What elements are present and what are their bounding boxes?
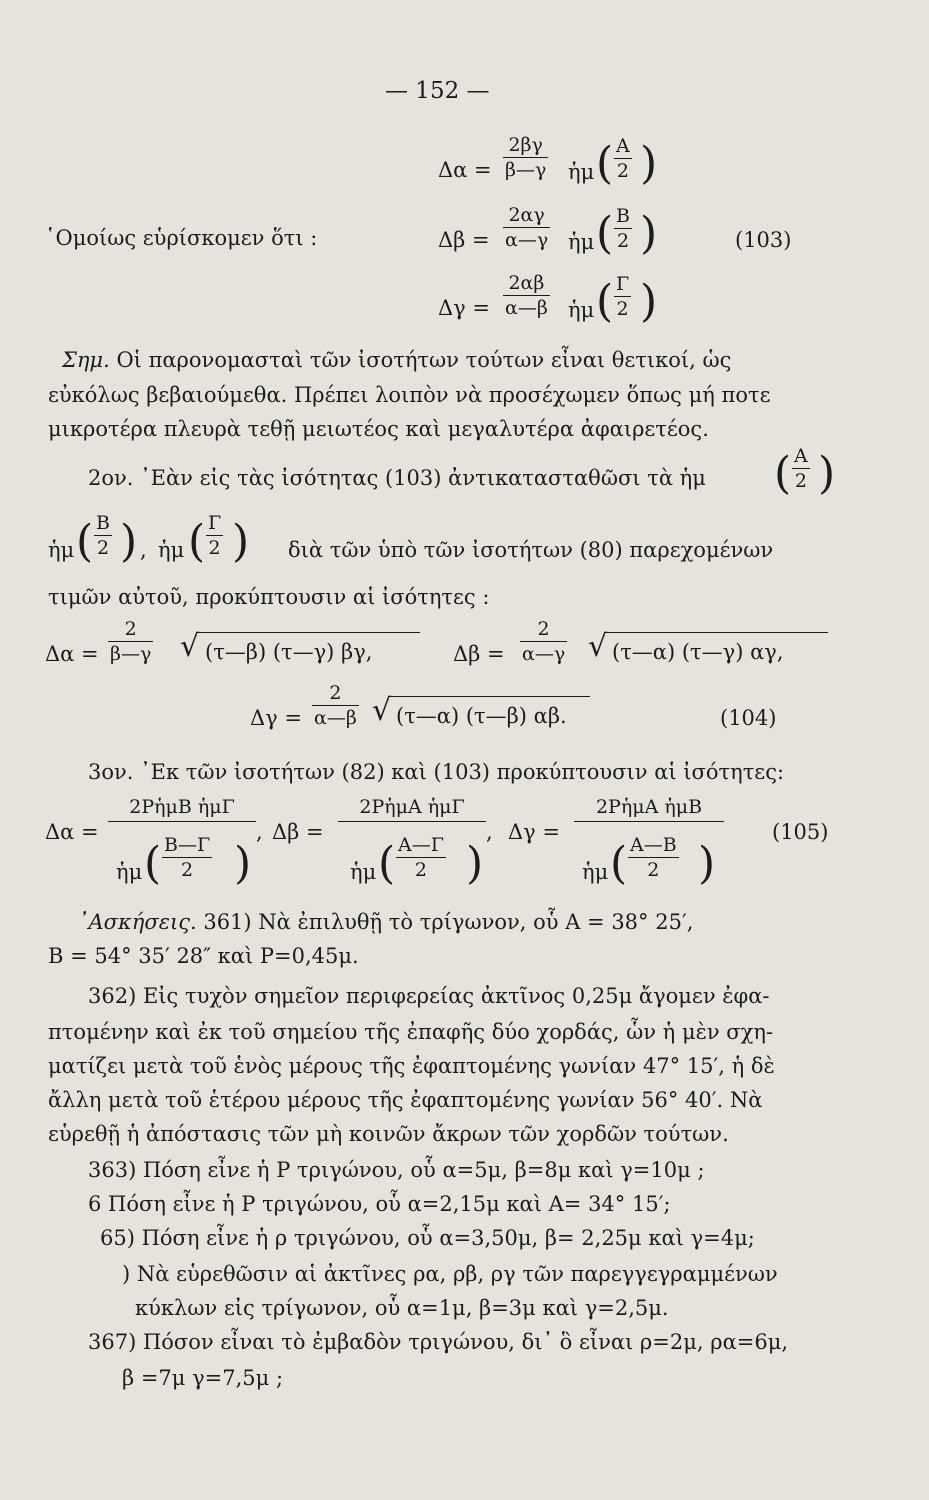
eq105-b-den: A—Γ [398,834,444,856]
open-paren: ( [596,276,614,327]
fraction-bar [574,821,724,822]
angle-g: Γ [616,273,630,295]
exercise-361-line-2: B = 54° 35′ 28″ καὶ P=0,45μ. [48,944,359,968]
second-arg-a [792,447,810,491]
fraction-bar [108,641,153,642]
radical-bar [198,632,420,633]
exercise-367-line-2: β =7μ γ=7,5μ ; [122,1366,284,1390]
eq104-a-den: β—γ [110,643,152,665]
eq103-b-den: α—γ [505,229,549,251]
open-paren: ( [596,138,614,189]
eq105-b-lhs: Δβ = [272,820,324,844]
radical-bar [606,632,828,633]
fraction-bar [162,857,212,858]
second-arg-b [94,514,112,558]
close-paren: ) [234,838,252,889]
second-line-3: τιμῶν αὐτοῦ, προκύπτουσιν αἱ ἰσότητες : [48,585,490,609]
second-line-2: διὰ τῶν ὑπὸ τῶν ἰσοτήτων (80) παρεχομένων [288,538,774,562]
eq104-c-num: 2 [329,682,342,704]
eq103-c-num: 2αβ [508,272,545,294]
close-paren: ) [640,138,658,189]
exercise-364: 6 Πόση εἶνε ἡ P τριγώνου, οὗ α=2,15μ καὶ A= 34° 15′; [88,1192,671,1216]
eq103-c-fraction [503,274,550,318]
fraction-bar [614,228,632,229]
fraction-bar [503,227,550,228]
eq104-b-num: 2 [537,618,550,640]
open-paren: ( [596,208,614,259]
eq103-lead: ῾Ομοίως εὑρίσκομεν ὅτι : [45,226,318,250]
eq104-label: (104) [720,706,777,730]
eq103-c-hm: ἡμ [568,298,595,322]
close-paren: ) [466,838,484,889]
eq105-a-hm: ἡμ [116,860,143,884]
second-hm-g: ἡμ [158,538,185,562]
fraction-bar [503,295,550,296]
two: 2 [96,537,110,559]
eq105-a-num: 2ΡἡμΒ ἡμΓ [129,796,235,818]
eq103-a-num: 2βγ [508,134,543,156]
eq104-a-rad: (τ—β) (τ—γ) βγ, [205,640,373,664]
note-line-1: Οἱ παρονομασταὶ τῶν ἰσοτήτων τούτων εἶναι θετικοί, ὡς [116,348,732,372]
eq103-c-arg [614,275,631,319]
fraction-bar [614,296,631,297]
close-paren: ) [640,276,658,327]
fraction-bar [338,821,486,822]
open-paren: ( [774,448,792,499]
eq104-b-rad: (τ—α) (τ—γ) αγ, [612,640,784,664]
open-paren: ( [144,838,162,889]
fraction-bar [206,535,223,536]
comma: , [140,538,147,562]
fraction-bar [312,705,359,706]
eq104-a-lhs: Δα = [45,642,99,666]
two: 2 [794,470,807,492]
eq103-b-arg [614,207,632,251]
sqrt-sign: √ [180,629,200,664]
angle-a: A [794,445,808,467]
open-paren: ( [188,516,206,567]
eq103-label: (103) [735,228,792,252]
comma: , [256,820,263,844]
eq105-b-hm: ἡμ [350,860,377,884]
exercise-367-line-1: 367) Πόσον εἶναι τὸ ἐμβαδὸν τριγώνου, δι᾽ ὃ εἶναι ρ=2μ, ρα=6μ, [88,1330,789,1354]
second-hm-b: ἡμ [48,538,75,562]
angle-a: A [616,135,630,157]
exercise-362-line-3: ματίζει μετὰ τοῦ ἑνὸς μέρους τῆς ἐφαπτομένης γωνίαν 47° 15′, ἡ δὲ [48,1054,775,1078]
angle-b: B [96,512,110,534]
two: 2 [616,160,629,182]
close-paren: ) [232,516,250,567]
exercise-366-line-2: κύκλων εἰς τρίγωνον, οὗ α=1μ, β=3μ καὶ γ=2,5μ. [135,1296,669,1320]
close-paren: ) [640,208,658,259]
eq105-c-hm: ἡμ [582,860,609,884]
eq103-a-hm: ἡμ [568,160,595,184]
exercise-362-line-4: ἄλλη μετὰ τοῦ ἑτέρου μέρους τῆς ἐφαπτομένης γωνίαν 56° 40′. Νὰ [48,1088,763,1112]
fraction-bar [614,158,632,159]
fraction-bar [792,468,810,469]
eq105-c-num: 2ΡἡμΑ ἡμΒ [595,796,703,818]
fraction-bar [503,157,548,158]
close-paren: ) [120,516,138,567]
fraction-bar [94,535,112,536]
exercise-361-line-1: 361) Νὰ ἐπιλυθῇ τὸ τρίγωνον, οὗ A = 38° 25′, [203,910,694,934]
eq104-b-fraction [520,620,567,664]
second-arg-g [206,514,223,558]
eq105-c-fraction [574,798,724,822]
close-paren: ) [818,448,836,499]
open-paren: ( [76,516,94,567]
exercise-362-line-1: 362) Εἰς τυχὸν σημεῖον περιφερείας ἀκτῖνος 0,25μ ἄγομεν ἐφα- [88,984,770,1008]
close-paren: ) [698,838,716,889]
exercises-heading: ᾽Ασκήσεις. [78,910,197,934]
two: 2 [181,859,194,881]
eq103-c-lhs: Δγ = [438,296,490,320]
second-line-1: 2ον. ᾽Εὰν εἰς τὰς ἰσότητας (103) ἀντικατασταθῶσι τὰ ἡμ [88,466,706,490]
exercise-366-line-1: ) Νὰ εὑρεθῶσιν αἱ ἀκτῖνες ρα, ρβ, ργ τῶν παρεγγεγραμμένων [122,1262,778,1286]
eq103-a-den: β—γ [505,159,547,181]
radical-bar [390,696,590,697]
angle-g: Γ [208,512,222,534]
eq105-c-lhs: Δγ = [508,820,560,844]
eq105-c-den: A—B [630,834,677,856]
open-paren: ( [610,838,628,889]
eq103-b-num: 2αγ [508,204,545,226]
sqrt-sign: √ [372,693,392,728]
eq105-a-lhs: Δα = [45,820,99,844]
eq104-c-fraction [312,684,359,728]
eq104-c-den: α—β [314,707,357,729]
eq103-b-lhs: Δβ = [438,228,490,252]
eq105-b-den-frac [396,836,446,880]
exercise-365: 65) Πόση εἶνε ἡ ρ τριγώνου, οὗ α=3,50μ, β= 2,25μ καὶ γ=4μ; [100,1226,755,1250]
eq104-b-lhs: Δβ = [453,642,505,666]
note-line-2: εὐκόλως βεβαιούμεθα. Πρέπει λοιπὸν νὰ προσέχωμεν ὅπως μή ποτε [48,383,771,407]
eq103-b-hm: ἡμ [568,230,595,254]
angle-b: B [616,205,630,227]
eq103-b-fraction [503,206,550,250]
eq103-a-lhs: Δα = [438,158,492,182]
third-line-1: 3ον. ᾽Εκ τῶν ἰσοτήτων (82) καὶ (103) προκύπτουσιν αἱ ἰσότητες: [88,760,785,784]
sqrt-sign: √ [588,629,608,664]
eq103-a-fraction [503,136,548,180]
fraction-bar [628,857,679,858]
exercise-363: 363) Πόση εἶνε ἡ P τριγώνου, οὗ α=5μ, β=8μ καὶ γ=10μ ; [88,1158,705,1182]
two: 2 [616,230,630,252]
two: 2 [208,537,221,559]
note-line-3: μικροτέρα πλευρὰ τεθῇ μειωτέος καὶ μεγαλυτέρα ἀφαιρετέος. [48,417,709,441]
eq105-label: (105) [772,820,829,844]
eq103-c-den: α—β [505,297,548,319]
fraction-bar [108,821,256,822]
fraction-bar [520,641,567,642]
note-heading: Σημ. [62,348,110,372]
page-number: — 152 — [385,78,490,104]
eq105-b-num: 2ΡἡμΑ ἡμΓ [359,796,465,818]
exercise-362-line-2: πτομένην καὶ ἐκ τοῦ σημείου τῆς ἐπαφῆς δύο χορδάς, ὧν ἡ μὲν σχη- [48,1020,774,1044]
eq105-a-fraction [108,798,256,822]
two: 2 [647,859,660,881]
eq103-a-arg [614,137,632,181]
eq105-b-fraction [338,798,486,822]
exercise-362-line-5: εὑρεθῇ ἡ ἀπόστασις τῶν μὴ κοινῶν ἄκρων τῶν χορδῶν τούτων. [48,1122,729,1146]
fraction-bar [396,857,446,858]
eq104-b-den: α—γ [522,643,566,665]
eq104-c-lhs: Δγ = [250,706,302,730]
two: 2 [616,298,629,320]
eq105-a-den-frac [162,836,212,880]
eq104-a-num: 2 [124,618,137,640]
eq105-a-den: B—Γ [164,834,211,856]
eq105-c-den-frac [628,836,679,880]
eq104-a-fraction [108,620,153,664]
eq104-c-rad: (τ—α) (τ—β) αβ. [396,704,567,728]
open-paren: ( [378,838,396,889]
two: 2 [414,859,427,881]
comma: , [486,820,493,844]
